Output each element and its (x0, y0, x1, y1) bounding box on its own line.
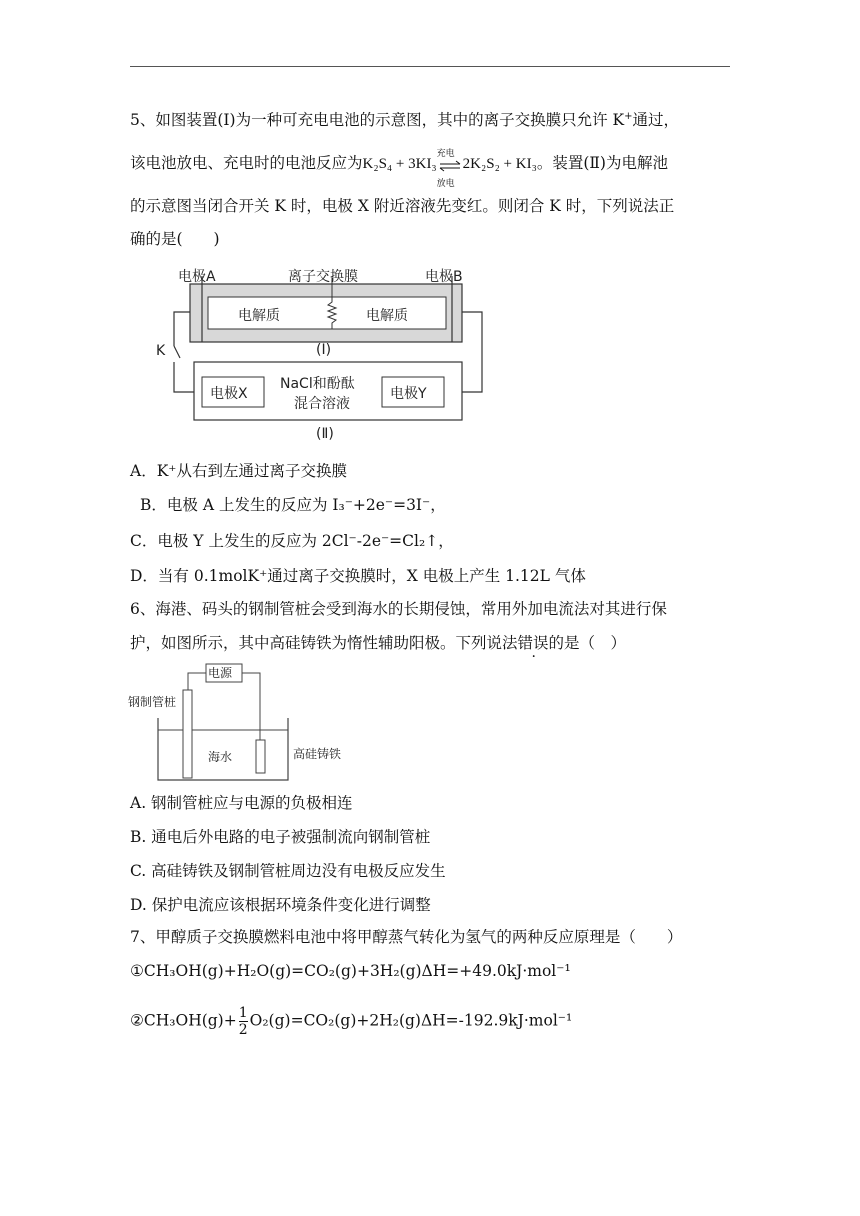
fraction-denominator: 2 (238, 1022, 248, 1038)
q7-r2-post: O₂(g)=CO₂(g)+2H₂(g)ΔH=-192.9kJ·mol⁻¹ (249, 1011, 573, 1030)
q6-option-d: D. 保护电流应该根据环境条件变化进行调整 (130, 896, 431, 914)
q7-reaction-1: ①CH₃OH(g)+H₂O(g)=CO₂(g)+3H₂(g)ΔH=+49.0kJ·mol⁻¹ (130, 962, 571, 980)
fraction-half (239, 1005, 248, 1038)
q5-text-2: 该电池放电、充电时的电池反应为 (130, 154, 363, 172)
q5-sup: + (624, 111, 633, 122)
q5-figure (150, 262, 500, 452)
q6-figure (128, 660, 358, 784)
q6-line-1: 6、海港、码头的钢制管桩会受到海水的长期侵蚀，常用外加电流法对其进行保 (130, 600, 667, 618)
eq-charge-label: 充电 (436, 147, 455, 158)
q6-text-2: 护，如图所示，其中高硅铸铁为惰性辅助阳极。下列说法 (130, 634, 518, 652)
switch-k-label: K (156, 343, 166, 359)
q5-text-1-end: 通过， (632, 111, 679, 129)
electrolyte-right-label: 电解质 (366, 308, 408, 324)
q5-text-1: 5、如图装置(Ⅰ)为一种可充电电池的示意图，其中的离子交换膜只允许 K (130, 111, 625, 129)
header-rule (130, 66, 730, 67)
device-2-label: (Ⅱ) (316, 426, 334, 442)
q6-text-2-post: 的是（ ） (548, 634, 627, 652)
q5-line-4: 确的是( ) (130, 230, 220, 248)
silicon-iron-label: 高硅铸铁 (293, 747, 342, 761)
q7-reaction-2 (130, 1005, 740, 1038)
q6-option-c: C. 高硅铸铁及钢制管桩周边没有电极反应发生 (130, 862, 446, 880)
device-1-label: (Ⅰ) (316, 342, 332, 358)
eq-discharge-label: 放电 (436, 177, 455, 188)
seawater-label: 海水 (208, 750, 233, 764)
q7-line-1: 7、甲醇质子交换膜燃料电池中将甲醇蒸气转化为氢气的两种反应原理是（ ） (130, 928, 683, 946)
solution-label-2: 混合溶液 (294, 396, 350, 412)
solution-label-1: NaCl和酚酞 (280, 376, 355, 392)
q5-text-2-post: 。装置(Ⅱ)为电解池 (536, 154, 668, 172)
q5-option-b: B．电极 A 上发生的反应为 I₃⁻+2e⁻=3I⁻， (140, 496, 446, 514)
battery-equation (362, 147, 537, 188)
electrode-a-label: 电极A (178, 269, 216, 285)
q6-option-b: B. 通电后外电路的电子被强制流向钢制管桩 (130, 828, 431, 846)
q7-r2-pre: ②CH₃OH(g)+ (130, 1011, 237, 1030)
q5-option-c: C．电极 Y 上发生的反应为 2Cl⁻-2e⁻=Cl₂↑， (130, 532, 454, 550)
q5-line-1 (130, 106, 740, 131)
q5-option-a: A．K⁺从右到左通过离子交换膜 (130, 462, 347, 480)
electrode-x-label: 电极X (210, 386, 248, 402)
q6-option-a: A. 钢制管桩应与电源的负极相连 (130, 794, 353, 812)
electrolyte-left-label: 电解质 (238, 308, 280, 324)
steel-pile-label: 钢制管桩 (128, 695, 177, 709)
power-source-label: 电源 (208, 666, 233, 680)
q6-emphasis: 错误 (517, 634, 549, 652)
fraction-numerator: 1 (238, 1005, 248, 1021)
membrane-label: 离子交换膜 (288, 269, 358, 285)
q5-line-3: 的示意图当闭合开关 K 时，电极 X 附近溶液先变红。则闭合 K 时，下列说法正 (130, 197, 675, 215)
electrode-b-label: 电极B (425, 269, 463, 285)
q6-figure-diagram (128, 660, 358, 784)
reversible-arrow (436, 147, 461, 188)
eq-right: 2K₂S₂ + KI₃ (462, 156, 537, 172)
electrode-y-label: 电极Y (390, 386, 427, 402)
q6-line-2 (130, 632, 740, 654)
eq-left: K₂S₄ + 3KI₃ (362, 156, 437, 172)
q5-line-2 (130, 147, 740, 188)
q5-option-d: D．当有 0.1molK⁺通过离子交换膜时，X 电极上产生 1.12L 气体 (130, 567, 586, 585)
